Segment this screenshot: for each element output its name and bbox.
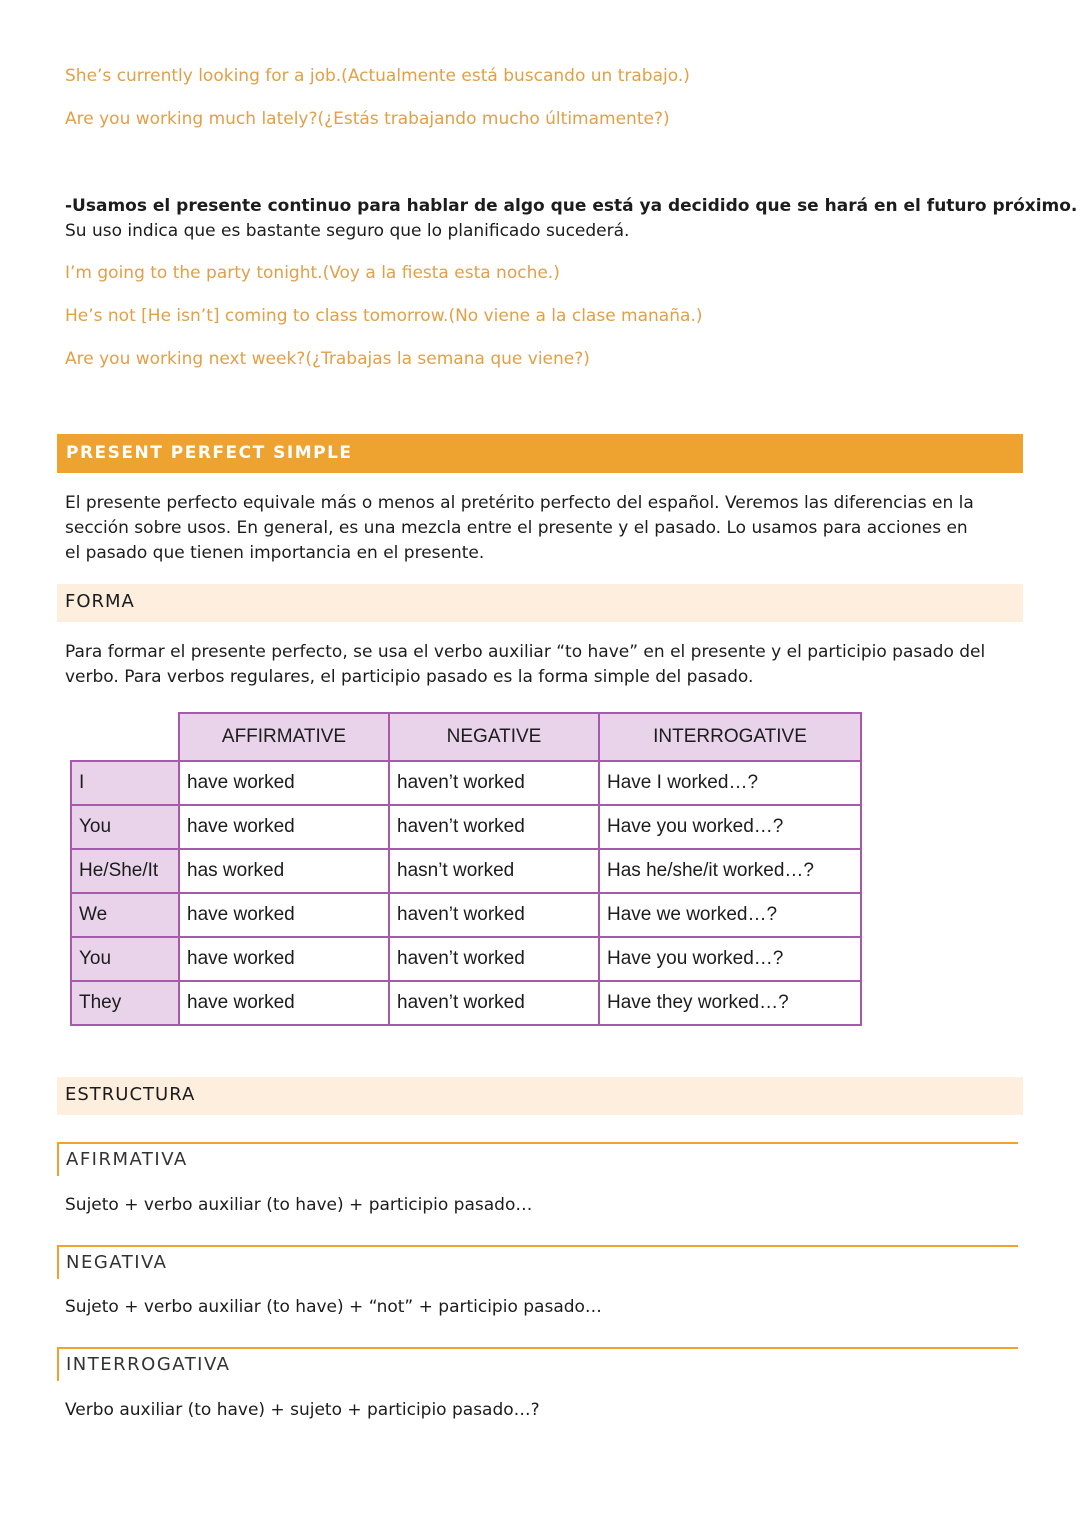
- interrogative-cell: Have they worked…?: [599, 981, 861, 1025]
- example-sentence: I’m going to the party tonight.(Voy a la fiesta esta noche.): [65, 263, 560, 283]
- afirmativa-heading: [57, 1142, 1018, 1176]
- interrogativa-formula: Verbo auxiliar (to have) + sujeto + participio pasado…?: [65, 1400, 540, 1420]
- negative-cell: haven’t worked: [389, 805, 599, 849]
- interrogative-cell: Has he/she/it worked…?: [599, 849, 861, 893]
- table-header-row: [71, 713, 861, 761]
- negative-cell: haven’t worked: [389, 893, 599, 937]
- header-negative: NEGATIVE: [389, 713, 599, 761]
- subject-cell: They: [71, 981, 179, 1025]
- header-interrogative: INTERROGATIVE: [599, 713, 861, 761]
- estructura-title: ESTRUCTURA: [65, 1084, 196, 1105]
- estructura-bar: [57, 1077, 1023, 1115]
- interrogative-cell: Have I worked…?: [599, 761, 861, 805]
- subject-cell: You: [71, 937, 179, 981]
- subject-cell: We: [71, 893, 179, 937]
- section-title: PRESENT PERFECT SIMPLE: [66, 443, 353, 463]
- table-row: [71, 893, 861, 937]
- affirmative-cell: have worked: [179, 761, 389, 805]
- intro-line: El presente perfecto equivale más o menos al pretérito perfecto del español. Veremos las diferencias en la: [65, 493, 974, 513]
- conjugation-table: [70, 712, 862, 1026]
- table-corner: [71, 713, 179, 761]
- rule-text: Su uso indica que es bastante seguro que lo planificado sucederá.: [65, 221, 630, 241]
- intro-line: el pasado que tienen importancia en el presente.: [65, 543, 485, 563]
- negative-cell: haven’t worked: [389, 937, 599, 981]
- negativa-title: NEGATIVA: [66, 1252, 168, 1273]
- interrogativa-heading: [57, 1347, 1018, 1381]
- table-row: [71, 981, 861, 1025]
- forma-paragraph: [65, 640, 985, 690]
- affirmative-cell: has worked: [179, 849, 389, 893]
- negativa-formula: Sujeto + verbo auxiliar (to have) + “not” + participio pasado…: [65, 1297, 602, 1317]
- forma-line: Para formar el presente perfecto, se usa el verbo auxiliar “to have” en el presente y el participio pasado del: [65, 642, 986, 662]
- interrogative-cell: Have we worked…?: [599, 893, 861, 937]
- afirmativa-title: AFIRMATIVA: [66, 1149, 188, 1170]
- negative-cell: haven’t worked: [389, 761, 599, 805]
- interrogativa-title: INTERROGATIVA: [66, 1354, 231, 1375]
- header-affirmative: AFFIRMATIVE: [179, 713, 389, 761]
- interrogative-cell: Have you worked…?: [599, 937, 861, 981]
- afirmativa-formula: Sujeto + verbo auxiliar (to have) + participio pasado…: [65, 1195, 533, 1215]
- section-title-bar: [57, 434, 1023, 473]
- table-row: [71, 849, 861, 893]
- negativa-heading: [57, 1245, 1018, 1279]
- intro-line: sección sobre usos. En general, es una mezcla entre el presente y el pasado. Lo usamos para acciones en: [65, 518, 968, 538]
- forma-line: verbo. Para verbos regulares, el participio pasado es la forma simple del pasado.: [65, 667, 754, 687]
- table-row: [71, 761, 861, 805]
- table-row: [71, 805, 861, 849]
- forma-bar: [57, 584, 1023, 622]
- interrogative-cell: Have you worked…?: [599, 805, 861, 849]
- affirmative-cell: have worked: [179, 893, 389, 937]
- subject-cell: I: [71, 761, 179, 805]
- subject-cell: He/She/It: [71, 849, 179, 893]
- affirmative-cell: have worked: [179, 981, 389, 1025]
- negative-cell: hasn’t worked: [389, 849, 599, 893]
- affirmative-cell: have worked: [179, 937, 389, 981]
- example-sentence: He’s not [He isn’t] coming to class tomorrow.(No viene a la clase manaña.): [65, 306, 703, 326]
- table-row: [71, 937, 861, 981]
- subject-cell: You: [71, 805, 179, 849]
- rule-heading: -Usamos el presente continuo para hablar de algo que está ya decidido que se hará en el futuro próximo.: [65, 196, 1078, 216]
- intro-paragraph: [65, 491, 974, 566]
- negative-cell: haven’t worked: [389, 981, 599, 1025]
- forma-title: FORMA: [65, 591, 135, 612]
- example-sentence: She’s currently looking for a job.(Actualmente está buscando un trabajo.): [65, 66, 690, 86]
- example-sentence: Are you working much lately?(¿Estás trabajando mucho últimamente?): [65, 109, 670, 129]
- example-sentence: Are you working next week?(¿Trabajas la semana que viene?): [65, 349, 590, 369]
- affirmative-cell: have worked: [179, 805, 389, 849]
